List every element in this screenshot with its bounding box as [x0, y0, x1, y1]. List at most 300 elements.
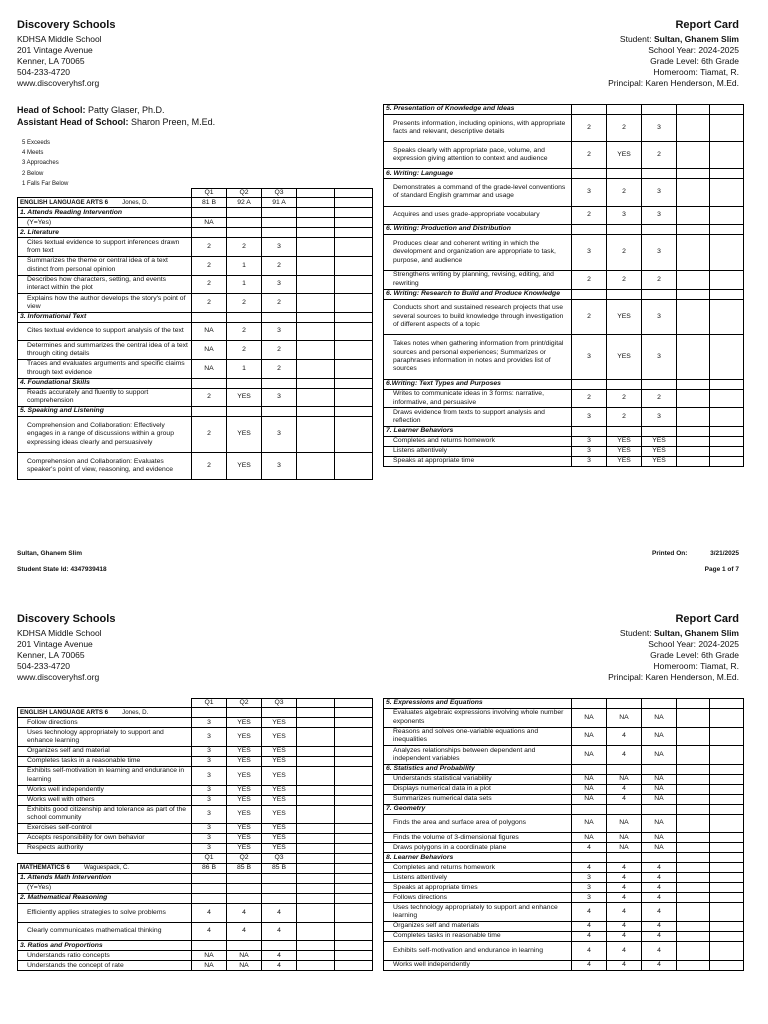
section-label: 1. Attends Math Intervention [18, 874, 192, 884]
empty-col [710, 206, 744, 225]
legend-item: 5 Exceeds [22, 140, 51, 146]
section-row [384, 169, 744, 179]
empty-col [335, 904, 373, 923]
empty-col [710, 893, 744, 903]
grade-cell: NA [642, 843, 677, 853]
grade-cell: YES [607, 142, 642, 169]
legend-item: 3 Approaches [22, 160, 59, 167]
grade-cell: NA [642, 774, 677, 784]
grade-cell [192, 407, 227, 417]
grade-cell: YES [227, 388, 262, 407]
empty-col [677, 863, 710, 873]
empty-col [335, 452, 373, 479]
grade-cell: 4 [607, 883, 642, 893]
criterion-label: Summarizes the theme or central idea of a text distinct from personal opinion [18, 257, 192, 276]
grade-cell [192, 874, 227, 884]
grade-cell: 3 [642, 235, 677, 271]
grade-cell: YES [642, 436, 677, 446]
empty-col [677, 931, 710, 941]
empty-col [297, 417, 335, 453]
phone: 504-233-4720 [17, 67, 70, 77]
grade-cell: YES [262, 747, 297, 757]
empty-col [335, 767, 373, 786]
empty-col [335, 941, 373, 951]
empty-col [335, 238, 373, 257]
empty-col [335, 728, 373, 747]
grade-cell: YES [227, 785, 262, 795]
header-blank [18, 854, 192, 864]
grade-cell: 4 [607, 893, 642, 903]
teacher-name: Jones, D. [122, 198, 149, 206]
grade-cell: NA [572, 774, 607, 784]
criterion-label: Understands the concept of rate [18, 961, 192, 971]
grade-cell: 2 [227, 238, 262, 257]
grade-cell [607, 379, 642, 389]
table-row [18, 904, 373, 923]
grade-cell: 4 [572, 921, 607, 931]
table-row [384, 235, 744, 271]
grade-cell [642, 426, 677, 436]
empty-col [710, 903, 744, 922]
grade-cell: 4 [572, 931, 607, 941]
grade-cell [642, 699, 677, 709]
section-row [384, 426, 744, 436]
criterion-label: Determines and summarizes the central idea of a text through citing details [18, 341, 192, 360]
head-label: Head of School: [17, 105, 86, 115]
grade-cell: 4 [642, 903, 677, 922]
table-row [18, 844, 373, 854]
table-row [384, 794, 744, 804]
table-row [384, 960, 744, 970]
empty-col [335, 718, 373, 728]
subject-name [18, 864, 192, 874]
criterion-label: Clearly communicates mathematical thinking [18, 922, 192, 941]
grades-table-ela-p1-right [383, 104, 744, 467]
asst-head-label: Assistant Head of School: [17, 117, 129, 127]
grade-cell: YES [227, 795, 262, 805]
grade-cell: 2 [192, 388, 227, 407]
grade-cell: 2 [642, 389, 677, 408]
grade-cell: YES [607, 335, 642, 379]
grade-cell [642, 289, 677, 299]
empty-col [297, 805, 335, 824]
criterion-label: Understands statistical variability [384, 774, 572, 784]
grade-cell: 2 [192, 238, 227, 257]
table-row [384, 335, 744, 379]
quarter-header: Q3 [262, 854, 297, 864]
grade-cell: YES [642, 456, 677, 466]
table-row [18, 767, 373, 786]
grade-cell: NA [572, 709, 607, 728]
grade-cell [642, 804, 677, 814]
grade-cell [607, 289, 642, 299]
criterion-label: Produces clear and coherent writing in which the development and organization are appropriate to task, purpose, and audience [384, 235, 572, 271]
criterion-label: Demonstrates a command of the grade-level conventions of standard English grammar and usage [384, 179, 572, 206]
empty-col [677, 764, 710, 774]
criterion-label: Listens attentively [384, 873, 572, 883]
grade-cell [572, 379, 607, 389]
grade-cell [227, 228, 262, 238]
phone: 504-233-4720 [17, 661, 70, 671]
section-label: 6. Statistics and Probability [384, 764, 572, 774]
grade-cell: 3 [642, 299, 677, 335]
student-name: Sultan, Ghanem Slim [653, 628, 739, 638]
empty-col [335, 884, 373, 894]
empty-col [710, 699, 744, 709]
quarter-header: Q2 [227, 699, 262, 708]
empty-col [297, 699, 335, 708]
empty-col [297, 294, 335, 313]
table-row [18, 452, 373, 479]
grade-cell: 2 [572, 270, 607, 289]
empty-col [677, 746, 710, 765]
empty-col [677, 299, 710, 335]
grade-cell: NA [572, 814, 607, 833]
table-row [384, 931, 744, 941]
grade-cell [227, 312, 262, 322]
grade-cell: 2 [572, 206, 607, 225]
empty-col [335, 257, 373, 276]
grade-cell: YES [227, 834, 262, 844]
empty-col [677, 784, 710, 794]
section-row [384, 804, 744, 814]
grade-cell [227, 708, 262, 718]
grade-cell: 3 [572, 873, 607, 883]
empty-col [335, 388, 373, 407]
empty-col [710, 774, 744, 784]
grade-cell: 4 [262, 951, 297, 961]
grade-cell: YES [607, 456, 642, 466]
grade-cell [607, 105, 642, 115]
table-row [18, 718, 373, 728]
table-row [18, 834, 373, 844]
grade-cell [262, 312, 297, 322]
empty-col [297, 238, 335, 257]
criterion-label: Reads accurately and fluently to support comprehension [18, 388, 192, 407]
section-row [384, 225, 744, 235]
table-row [18, 275, 373, 294]
grade-cell: 2 [227, 341, 262, 360]
grade-cell [572, 853, 607, 863]
criterion-label: Efficiently applies strategies to solve problems [18, 904, 192, 923]
section-row [18, 208, 373, 218]
quarter-header: Q1 [192, 189, 227, 198]
grade-cell [572, 426, 607, 436]
empty-col [710, 709, 744, 728]
empty-col [710, 225, 744, 235]
empty-col [335, 699, 373, 708]
grade-cell: 1 [227, 257, 262, 276]
grade-cell: NA [642, 727, 677, 746]
subject-label: ENGLISH LANGUAGE ARTS 6 [20, 708, 109, 716]
grade-cell [642, 169, 677, 179]
grade-cell [572, 225, 607, 235]
header-blank [18, 189, 192, 198]
empty-col [677, 843, 710, 853]
empty-col [335, 407, 373, 417]
empty-col [677, 833, 710, 843]
criterion-label: Acquires and uses grade-appropriate vocabulary [384, 206, 572, 225]
section-label: 3. Ratios and Proportions [18, 941, 192, 951]
grade-cell: NA [642, 746, 677, 765]
grade-cell: 4 [192, 904, 227, 923]
footer-state-id: Student State Id: 4347939418 [17, 566, 107, 573]
table-row [384, 456, 744, 466]
empty-col [297, 795, 335, 805]
heads-block [17, 104, 215, 128]
table-row [18, 757, 373, 767]
empty-col [710, 289, 744, 299]
section-label: 2. Literature [18, 228, 192, 238]
grade-cell: NA [192, 218, 227, 228]
report-card-title: Report Card [675, 613, 739, 625]
empty-col [677, 941, 710, 960]
grade-cell: 3 [262, 322, 297, 341]
grade-cell: 2 [642, 270, 677, 289]
grade-cell: 3 [262, 388, 297, 407]
empty-col [335, 757, 373, 767]
grade-cell: YES [262, 805, 297, 824]
grade-cell: 2 [262, 294, 297, 313]
grade-cell: YES [262, 718, 297, 728]
grade-cell: 2 [262, 257, 297, 276]
subject-row [18, 864, 373, 874]
criterion-label: Follow directions [18, 718, 192, 728]
grade-cell: 2 [262, 359, 297, 378]
section-row [18, 407, 373, 417]
empty-col [297, 378, 335, 388]
criterion-label: Writes to communicate ideas in 3 forms: narrative, informative, and persuasive [384, 389, 572, 408]
table-row [384, 436, 744, 446]
subject-name [18, 198, 192, 208]
quarter-header: Q1 [192, 854, 227, 864]
grade-level: Grade Level: 6th Grade [650, 56, 739, 66]
grade-cell: 4 [607, 873, 642, 883]
student-info-block [608, 34, 739, 89]
grade-cell [262, 228, 297, 238]
empty-col [677, 699, 710, 709]
section-label: 6. Writing: Production and Distribution [384, 225, 572, 235]
grade-cell [192, 884, 227, 894]
grade-cell [262, 218, 297, 228]
grade-cell [642, 225, 677, 235]
grade-cell: 3 [572, 436, 607, 446]
subject-name [18, 708, 192, 718]
grade-cell: YES [227, 767, 262, 786]
grade-cell [607, 169, 642, 179]
grade-cell: YES [262, 824, 297, 834]
empty-col [335, 894, 373, 904]
grade-cell: 3 [572, 335, 607, 379]
empty-col [297, 904, 335, 923]
table-row [18, 341, 373, 360]
empty-col [297, 747, 335, 757]
table-row [384, 814, 744, 833]
grade-cell: 2 [607, 235, 642, 271]
table-row [18, 961, 373, 971]
table-row [18, 294, 373, 313]
section-row [384, 379, 744, 389]
grade-cell: 2 [192, 294, 227, 313]
empty-col [710, 794, 744, 804]
grades-table-p2-left [17, 698, 373, 971]
criterion-label: Displays numerical data in a plot [384, 784, 572, 794]
grade-cell [262, 378, 297, 388]
empty-col [677, 115, 710, 142]
quarter-header: Q1 [192, 699, 227, 708]
criterion-label: Works well independently [384, 960, 572, 970]
grade-cell: 3 [192, 747, 227, 757]
grade-cell: YES [642, 446, 677, 456]
grade-cell: 1 [227, 275, 262, 294]
empty-col [677, 814, 710, 833]
grade-cell: 2 [572, 299, 607, 335]
empty-col [335, 834, 373, 844]
empty-col [297, 961, 335, 971]
grade-cell: 2 [572, 115, 607, 142]
grade-cell: NA [607, 814, 642, 833]
grade-cell: 4 [227, 904, 262, 923]
teacher-name: Jones, D. [122, 708, 149, 716]
grade-cell: 3 [572, 408, 607, 427]
grade-cell [192, 894, 227, 904]
grade-cell: NA [607, 843, 642, 853]
address-line-1: 201 Vintage Avenue [17, 639, 93, 649]
empty-col [710, 169, 744, 179]
section-row [384, 105, 744, 115]
section-label: 6.Writing: Text Types and Purposes [384, 379, 572, 389]
table-row [18, 922, 373, 941]
grade-cell: 4 [607, 863, 642, 873]
criterion-label: Cites textual evidence to support analysis of the text [18, 322, 192, 341]
grade-cell: NA [642, 794, 677, 804]
empty-col [677, 379, 710, 389]
grade-cell: 3 [572, 893, 607, 903]
table-row [384, 784, 744, 794]
grade-cell [227, 378, 262, 388]
grade-cell: NA [642, 814, 677, 833]
criterion-label: Draws evidence from texts to support analysis and reflection [384, 408, 572, 427]
empty-col [297, 874, 335, 884]
table-row [384, 299, 744, 335]
table-row [18, 884, 373, 894]
student-name: Sultan, Ghanem Slim [653, 34, 739, 44]
criterion-label: Organizes self and material [18, 747, 192, 757]
section-row [384, 289, 744, 299]
grade-cell: 4 [192, 922, 227, 941]
grade-cell: 4 [572, 903, 607, 922]
empty-col [297, 757, 335, 767]
grade-cell: 4 [607, 960, 642, 970]
grade-cell: NA [642, 709, 677, 728]
criterion-label: Works well with others [18, 795, 192, 805]
empty-col [297, 922, 335, 941]
empty-col [335, 951, 373, 961]
address-line-2: Kenner, LA 70065 [17, 56, 85, 66]
grade-cell [262, 941, 297, 951]
grade-cell: 4 [572, 863, 607, 873]
table-row [18, 218, 373, 228]
empty-col [335, 805, 373, 824]
grade-cell: YES [227, 824, 262, 834]
grade-cell: 4 [642, 883, 677, 893]
grade-cell: NA [572, 794, 607, 804]
empty-col [297, 407, 335, 417]
criterion-label: Speaks at appropriate time [384, 456, 572, 466]
section-row [18, 941, 373, 951]
grade-cell: 3 [642, 179, 677, 206]
empty-col [677, 389, 710, 408]
grade-cell: 3 [192, 805, 227, 824]
empty-col [677, 921, 710, 931]
empty-col [710, 727, 744, 746]
grade-cell: YES [607, 436, 642, 446]
school-name: Discovery Schools [17, 19, 116, 31]
grade-cell [642, 105, 677, 115]
grade-cell: 4 [607, 794, 642, 804]
legend-item: 1 Falls Far Below [22, 180, 69, 187]
asst-head-name: Sharon Preen, M.Ed. [131, 117, 216, 127]
section-label: 1. Attends Reading Intervention [18, 208, 192, 218]
grade-cell [607, 699, 642, 709]
grade-cell: 2 [572, 142, 607, 169]
grade-cell: NA [227, 961, 262, 971]
grade-cell: 85 B [227, 864, 262, 874]
empty-col [677, 774, 710, 784]
grade-cell [192, 708, 227, 718]
empty-col [710, 764, 744, 774]
table-row [384, 408, 744, 427]
school-name: Discovery Schools [17, 613, 116, 625]
criterion-label: Exhibits self-motivation in learning and endurance in learning [18, 767, 192, 786]
quarter-header: Q2 [227, 854, 262, 864]
empty-col [677, 270, 710, 289]
subject-label: ENGLISH LANGUAGE ARTS 6 [20, 198, 109, 206]
empty-col [335, 378, 373, 388]
homeroom: Homeroom: Tiamat, R. [653, 67, 739, 77]
empty-col [335, 208, 373, 218]
grade-cell: YES [227, 718, 262, 728]
table-row [18, 388, 373, 407]
grade-cell: YES [262, 728, 297, 747]
table-row [384, 774, 744, 784]
empty-col [710, 960, 744, 970]
grade-cell: 3 [262, 452, 297, 479]
empty-col [335, 785, 373, 795]
grade-cell [572, 699, 607, 709]
empty-col [710, 873, 744, 883]
section-row [384, 853, 744, 863]
empty-col [335, 417, 373, 453]
subject-row [18, 708, 373, 718]
grade-cell: NA [572, 833, 607, 843]
criterion-label: Speaks at appropriate times [384, 883, 572, 893]
section-label: 7. Learner Behaviors [384, 426, 572, 436]
empty-col [677, 436, 710, 446]
table-row [384, 142, 744, 169]
empty-col [710, 142, 744, 169]
grade-cell: 86 B [192, 864, 227, 874]
grade-cell: 3 [642, 335, 677, 379]
empty-col [710, 804, 744, 814]
grade-cell: 4 [607, 903, 642, 922]
grade-cell: NA [607, 709, 642, 728]
criterion-label: Listens attentively [384, 446, 572, 456]
criterion-label: Exhibits good citizenship and tolerance as part of the school community [18, 805, 192, 824]
section-row [384, 764, 744, 774]
empty-col [297, 951, 335, 961]
grade-cell: 4 [642, 863, 677, 873]
